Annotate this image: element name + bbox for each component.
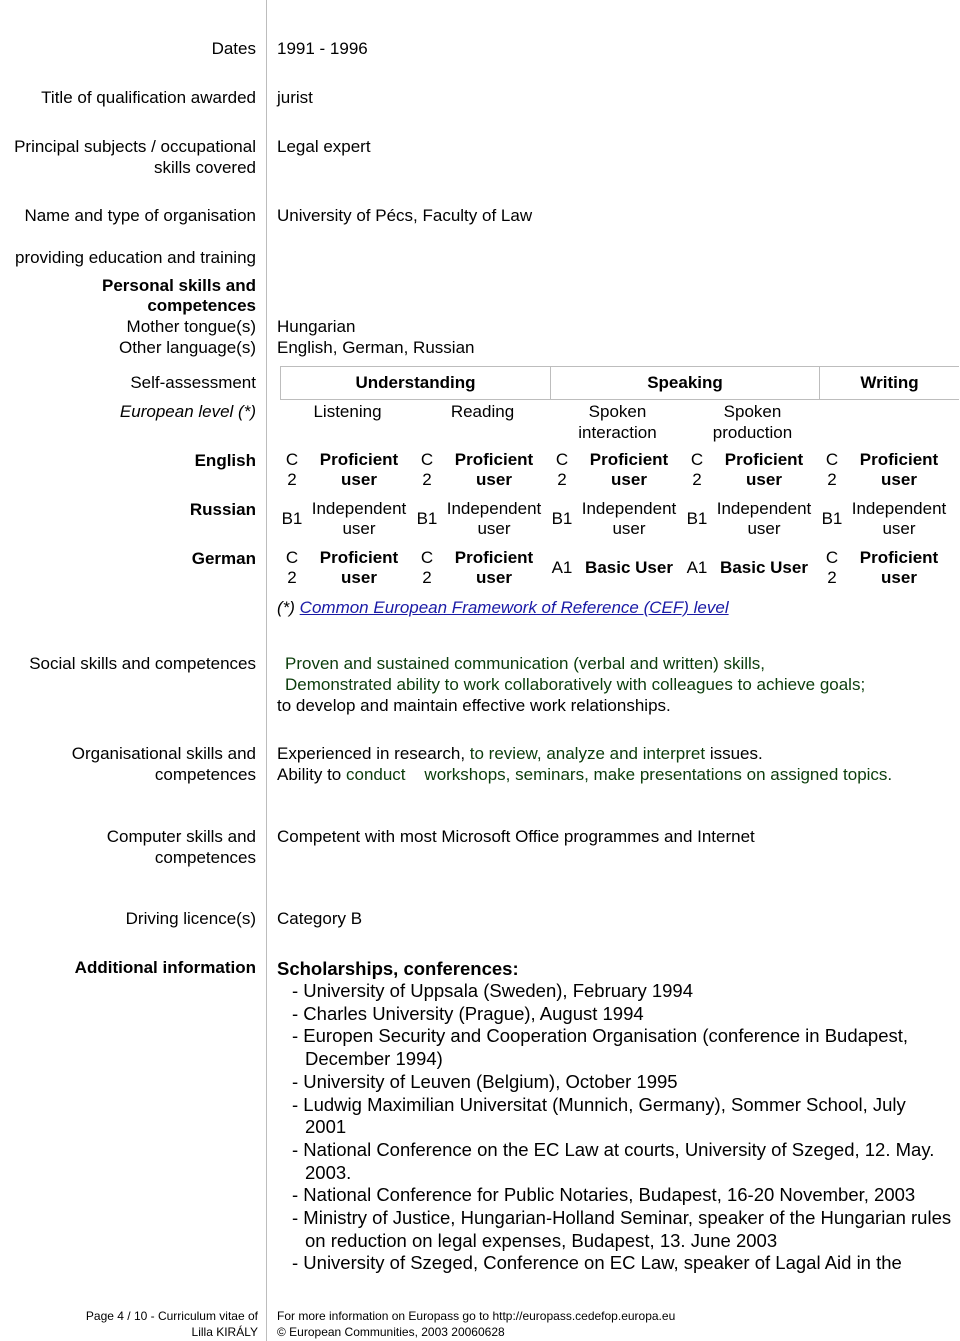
social-skills-label: Social skills and competences xyxy=(29,654,256,673)
level-description: Independent user xyxy=(716,499,812,538)
additional-heading: Scholarships, conferences: xyxy=(277,958,519,979)
other-languages-value: English, German, Russian xyxy=(277,338,475,357)
header-understanding: Understanding xyxy=(280,366,550,400)
level-description: Proficient user xyxy=(319,548,399,587)
additional-list xyxy=(292,980,952,1275)
level-code: B1 xyxy=(281,509,303,528)
level-code: C 2 xyxy=(690,450,704,489)
personal-skills-title-line1: Personal skills and xyxy=(101,276,256,295)
subheader-spoken-production: Spoken production xyxy=(712,402,793,442)
list-item: - University of Leuven (Belgium), October 1995 xyxy=(292,1070,678,1092)
additional-label: Additional information xyxy=(74,958,256,977)
level-code: C 2 xyxy=(285,548,299,587)
level-description: Proficient user xyxy=(724,450,804,489)
level-code: B1 xyxy=(821,509,843,528)
level-code: A1 xyxy=(551,558,573,577)
level-code: B1 xyxy=(416,509,438,528)
level-code: A1 xyxy=(686,558,708,577)
list-item: - National Conference on the EC Law at courts, University of Szeged, 12. May. 2003. xyxy=(292,1138,935,1183)
computer-value: Competent with most Microsoft Office programmes and Internet xyxy=(277,827,755,846)
personal-skills-title-line2: competences xyxy=(147,296,256,315)
europass-link[interactable]: http://europass.cedefop.europa.eu xyxy=(492,1309,676,1323)
level-description: Proficient user xyxy=(859,450,939,489)
subjects-value: Legal expert xyxy=(277,137,371,156)
list-item: - Ludwig Maximilian Universitat (Munnich, Germany), Sommer School, July 2001 xyxy=(292,1093,906,1138)
level-code: B1 xyxy=(551,509,573,528)
level-description: Independent user xyxy=(311,499,407,538)
driving-value: Category B xyxy=(277,909,363,928)
mother-tongue-value: Hungarian xyxy=(277,317,356,336)
subjects-label-line2: skills covered xyxy=(153,158,256,177)
language-name: English xyxy=(194,451,256,470)
column-divider xyxy=(266,0,267,1341)
level-description: Proficient user xyxy=(454,450,534,489)
subheader-listening: Listening xyxy=(313,402,382,421)
list-item: - University of Uppsala (Sweden), February 1994 xyxy=(292,980,694,1001)
other-languages-label: Other language(s) xyxy=(118,338,256,357)
level-description: Proficient user xyxy=(589,450,669,489)
organisation-label-line2: providing education and training xyxy=(14,248,256,267)
level-code: C 2 xyxy=(825,450,839,489)
mother-tongue-label: Mother tongue(s) xyxy=(126,317,256,336)
list-item: - University of Szeged, Conference on EC Law, speaker of Lagal Aid in the xyxy=(292,1252,902,1274)
footer-info: For more information on Europass go to http://europass.cedefop.europa.eu © European Communities, 2003 20060628 xyxy=(277,1309,676,1339)
level-description: Proficient user xyxy=(319,450,399,489)
driving-label: Driving licence(s) xyxy=(125,909,256,928)
list-item: - Charles University (Prague), August 1994 xyxy=(292,1002,644,1024)
list-item: - National Conference for Public Notaries, Budapest, 16-20 November, 2003 xyxy=(292,1184,916,1206)
european-level-label: European level (*) xyxy=(119,402,256,421)
subheader-reading: Reading xyxy=(450,402,515,421)
level-description: Proficient user xyxy=(859,548,939,587)
footer-page: Page 4 / 10 - Curriculum vitae of Lilla KIRÁLY xyxy=(85,1309,258,1339)
header-speaking: Speaking xyxy=(550,366,819,400)
dates-label: Dates xyxy=(211,39,256,58)
level-code: C 2 xyxy=(285,450,299,489)
subheader-spoken-interaction: Spoken interaction xyxy=(578,402,657,442)
level-code: C 2 xyxy=(555,450,569,489)
self-assessment-label: Self-assessment xyxy=(130,373,256,392)
level-code: B1 xyxy=(686,509,708,528)
list-item: - Ministry of Justice, Hungarian-Holland Seminar, speaker of the Hungarian rules on reduction on legal expenses, Budapest, 13. June 2003 xyxy=(292,1207,952,1251)
cef-link[interactable]: Common European Framework of Reference (CEF) level xyxy=(299,598,729,617)
social-skills-line3: to develop and maintain effective work relationships. xyxy=(277,696,671,715)
level-description: Independent user xyxy=(446,499,542,538)
organisational-line1: Experienced in research, to review, analyze and interpret issues. xyxy=(277,744,763,763)
computer-label-line1: Computer skills and xyxy=(106,827,256,846)
level-description: Independent user xyxy=(851,499,947,538)
organisational-label-line1: Organisational skills and xyxy=(71,744,256,763)
qualification-label: Title of qualification awarded xyxy=(41,88,256,107)
level-description: Proficient user xyxy=(454,548,534,587)
subjects-label-line1: Principal subjects / occupational xyxy=(14,137,256,156)
header-writing: Writing xyxy=(819,366,959,400)
level-description: Independent user xyxy=(581,499,677,538)
level-code: C 2 xyxy=(420,548,434,587)
language-name: Russian xyxy=(189,500,256,519)
level-code: C 2 xyxy=(420,450,434,489)
social-skills-line2: Demonstrated ability to work collaboratively with colleagues to achieve goals; xyxy=(285,675,866,694)
organisation-value: University of Pécs, Faculty of Law xyxy=(277,206,533,225)
level-description: Basic User xyxy=(585,558,673,577)
dates-value: 1991 - 1996 xyxy=(277,39,368,58)
qualification-value: jurist xyxy=(277,88,313,107)
list-item: - Europen Security and Cooperation Organisation (conference in Budapest, December 1994) xyxy=(292,1025,909,1070)
organisational-line2: Ability to conduct workshops, seminars, make presentations on assigned topics. xyxy=(277,765,893,784)
language-name: German xyxy=(191,549,256,568)
cef-note: (*) Common European Framework of Reference (CEF) level xyxy=(277,598,729,617)
social-skills-line1: Proven and sustained communication (verbal and written) skills, xyxy=(285,654,766,673)
organisation-label: Name and type of organisation xyxy=(24,206,256,225)
level-code: C 2 xyxy=(825,548,839,587)
organisational-label-line2: competences xyxy=(154,765,256,784)
level-description: Basic User xyxy=(720,558,808,577)
computer-label-line2: competences xyxy=(154,848,256,867)
